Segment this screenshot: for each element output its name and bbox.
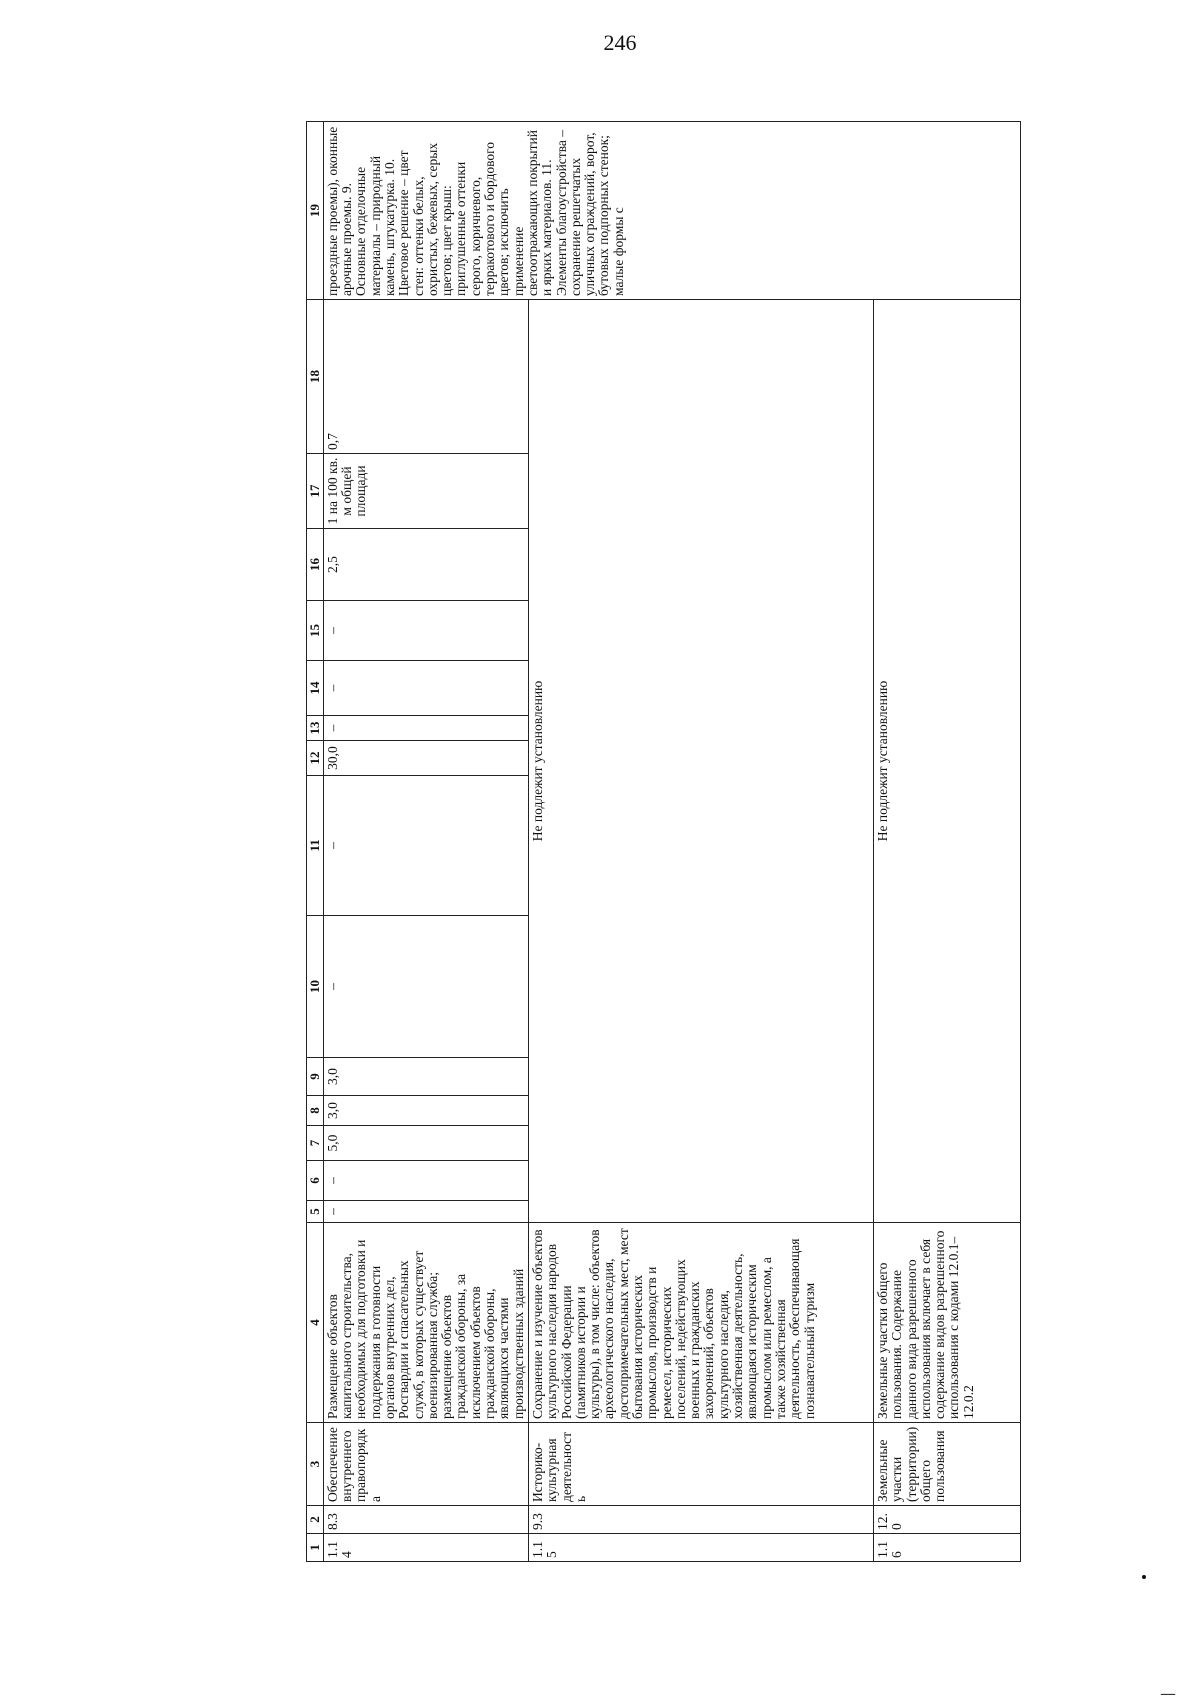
table-row [873,122,1020,1562]
header-cell-16: 16 [307,529,324,601]
header-cell-17: 17 [307,454,324,529]
merged-parameters-cell: Не подлежит установлению [873,300,1020,1223]
table-row [323,122,528,1562]
cell-5: – [323,1201,528,1223]
use-name: Историко-культурная деятельность [528,1423,873,1506]
use-name: Обеспечение внутреннего правопорядка [323,1423,528,1506]
header-cell-13: 13 [307,716,324,741]
header-cell-15: 15 [307,601,324,661]
header-row [307,122,324,1562]
header-cell-18: 18 [307,300,324,454]
cell-18: 0,7 [323,300,528,454]
cell-7: 5,0 [323,1126,528,1161]
header-cell-7: 7 [307,1126,324,1161]
use-description: Земельные участки общего пользования. Содержание данного вида разрешенного использования включает в себя содержание видов разрешенного использования с кодами 12.0.1–12.0.2 [873,1223,1020,1423]
regulations-table [306,121,1021,1562]
cell-14: – [323,661,528,716]
cell-15: – [323,601,528,661]
cell-17: 1 на 100 кв. м общей площади [323,454,528,529]
page-number: 246 [603,30,637,55]
use-code: 12.0 [873,1506,1020,1534]
header-cell-19: 19 [307,122,324,300]
header-cell-11: 11 [307,776,324,916]
cell-16: 2,5 [323,529,528,601]
header-cell-2: 2 [307,1506,324,1534]
row-number: 1.15 [528,1534,873,1562]
corner-mark: — [1160,1684,1176,1703]
cell-10: – [323,916,528,1058]
header-cell-5: 5 [307,1201,324,1223]
cell-8: 3,0 [323,1096,528,1126]
header-cell-12: 12 [307,741,324,776]
header-cell-9: 9 [307,1058,324,1096]
cell-6: – [323,1161,528,1201]
merged-parameters-cell: Не подлежит установлению [528,300,873,1223]
header-cell-6: 6 [307,1161,324,1201]
header-cell-1: 1 [307,1534,324,1562]
header-cell-14: 14 [307,661,324,716]
header-cell-3: 3 [307,1423,324,1506]
rotated-table-container [306,122,1026,1562]
use-code: 9.3 [528,1506,873,1534]
use-description: Сохранение и изучение объектов культурного наследия народов Российской Федерации (памятников истории и культуры), в том числе: объектов археологического наследия, достопримечательных мест, мест бытования исторических промыслов, производств и ремесел, исторических поселений, недействующих военных и гражданских захоронений, объектов культурного наследия, хозяйственная деятельность, являющаяся историческим промыслом или ремеслом, а также хозяйственная деятельность, обеспечивающая познавательный туризм [528,1223,873,1423]
scan-dot [1142,1575,1146,1579]
cell-12: 30,0 [323,741,528,776]
row-number: 1.16 [873,1534,1020,1562]
header-cell-10: 10 [307,916,324,1058]
header-cell-4: 4 [307,1223,324,1423]
cell-19: проездные проемы), оконные арочные проемы. 9. Основные отделочные материалы – природный камень, штукатурка. 10. Цветовое решение – цвет стен: оттенки белых, охристых, бежевых, серых цветов; цвет крыш: приглушенные оттенки серого, коричневого, терракотового и бордового цветов; исключить применение светоотражающих покрытий и ярких материалов. 11. Элементы благоустройства – сохранение решетчатых уличных ограждений, ворот, бутовых подпорных стенок; малые формы с [323,122,1020,300]
row-number: 1.14 [323,1534,528,1562]
cell-9: 3,0 [323,1058,528,1096]
use-description: Размещение объектов капитального строительства, необходимых для подготовки и поддержания в готовности органов внутренних дел, Росгвардии и спасательных служб, в которых существует военизированная служба; размещение объектов гражданской обороны, за исключением объектов гражданской обороны, являющихся частями производственных зданий [323,1223,528,1423]
header-cell-8: 8 [307,1096,324,1126]
use-code: 8.3 [323,1506,528,1534]
table-row [528,122,873,1562]
cell-11: – [323,776,528,916]
use-name: Земельные участки (территории) общего пользования [873,1423,1020,1506]
cell-13: – [323,716,528,741]
